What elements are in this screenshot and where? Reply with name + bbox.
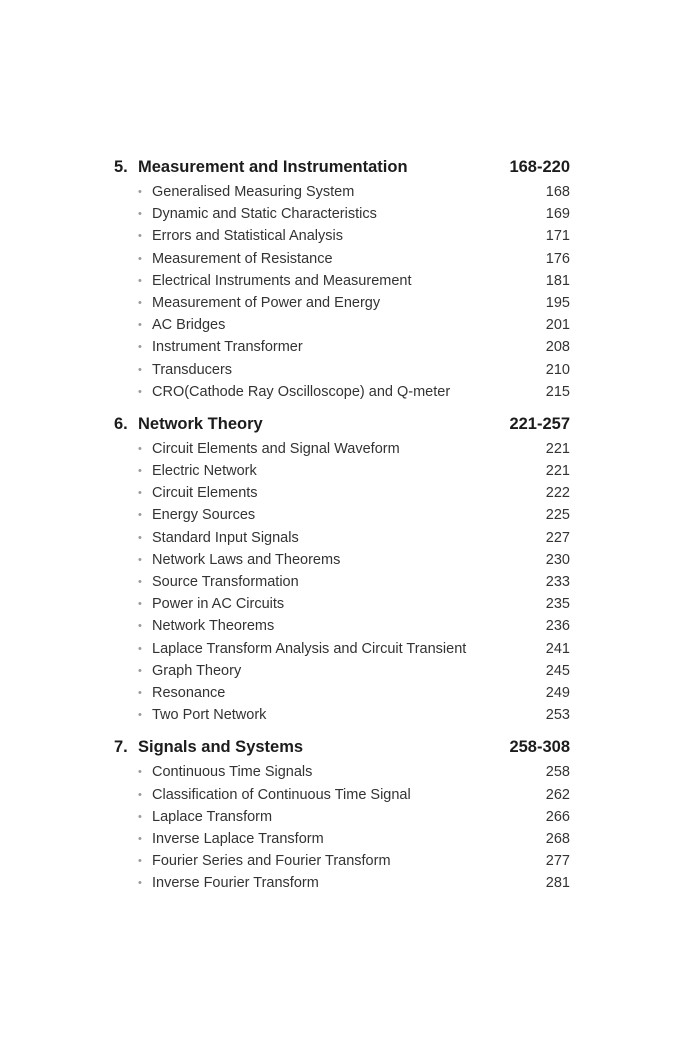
bullet-icon: •: [138, 664, 142, 677]
entry-page-number: 233: [545, 574, 570, 590]
entry-title: Electrical Instruments and Measurement: [152, 272, 412, 289]
entry-title: Laplace Transform Analysis and Circuit Transient: [152, 640, 467, 657]
toc-entry[interactable]: [114, 251, 570, 273]
bullet-icon: •: [138, 810, 142, 823]
entry-page-number: 169: [545, 206, 570, 223]
toc-entry[interactable]: [114, 787, 570, 809]
entry-title: Fourier Series and Fourier Transform: [152, 853, 391, 870]
bullet-icon: •: [138, 296, 142, 309]
entry-page-number: 281: [545, 875, 570, 892]
entry-page-number: 171: [545, 228, 570, 245]
section-heading[interactable]: [114, 738, 570, 764]
toc-entry[interactable]: [114, 206, 570, 228]
entry-title: Inverse Laplace Transform: [152, 830, 324, 847]
toc-entry[interactable]: [114, 831, 570, 853]
entry-page-number: 249: [545, 684, 570, 701]
bullet-icon: •: [138, 208, 142, 221]
bullet-icon: •: [138, 465, 142, 478]
bullet-icon: •: [138, 576, 142, 588]
toc-entry[interactable]: [114, 663, 570, 685]
entry-page-number: 222: [545, 485, 570, 502]
section-page-range: 221-257: [509, 414, 570, 433]
entry-title: Instrument Transformer: [152, 339, 303, 356]
bullet-icon: •: [138, 230, 142, 243]
bullet-icon: •: [138, 186, 142, 198]
entry-page-number: 208: [545, 339, 570, 356]
bullet-icon: •: [138, 686, 142, 699]
entry-page-number: 266: [545, 808, 570, 825]
toc-section: [114, 415, 570, 729]
section-heading[interactable]: [114, 415, 570, 441]
toc-entry[interactable]: [114, 184, 570, 206]
entry-title: Two Port Network: [152, 707, 267, 724]
entry-page-number: 245: [545, 662, 570, 679]
entry-title: Standard Input Signals: [152, 529, 299, 546]
entry-title: Continuous Time Signals: [152, 764, 313, 781]
bullet-icon: •: [138, 252, 142, 265]
entry-title: Circuit Elements and Signal Waveform: [152, 440, 400, 457]
bullet-icon: •: [138, 788, 142, 801]
bullet-icon: •: [138, 877, 142, 890]
toc-entry[interactable]: [114, 685, 570, 707]
entry-page-number: 221: [545, 463, 570, 480]
toc-section: [114, 738, 570, 897]
entry-title: Source Transformation: [152, 574, 299, 590]
bullet-icon: •: [138, 766, 142, 779]
bullet-icon: •: [138, 509, 142, 522]
entry-page-number: 258: [545, 764, 570, 781]
toc-entry[interactable]: [114, 641, 570, 663]
toc-entry[interactable]: [114, 362, 570, 384]
entry-page-number: 277: [545, 853, 570, 870]
bullet-icon: •: [138, 832, 142, 845]
toc-entry[interactable]: [114, 317, 570, 339]
section-page-range: 168-220: [509, 158, 570, 176]
entry-page-number: 241: [545, 640, 570, 657]
entry-title: Graph Theory: [152, 662, 242, 679]
section-number: 7.: [114, 738, 128, 757]
bullet-icon: •: [138, 620, 142, 633]
entry-page-number: 236: [545, 618, 570, 635]
bullet-icon: •: [138, 363, 142, 376]
entry-page-number: 225: [545, 507, 570, 524]
bullet-icon: •: [138, 553, 142, 566]
entry-page-number: 227: [545, 529, 570, 546]
section-number: 6.: [114, 414, 128, 433]
toc-entry[interactable]: [114, 853, 570, 875]
toc-entry[interactable]: [114, 875, 570, 897]
table-of-contents: [114, 158, 570, 906]
entry-page-number: 210: [545, 361, 570, 378]
bullet-icon: •: [138, 385, 142, 398]
entry-title: Energy Sources: [152, 507, 256, 524]
entry-page-number: 253: [545, 707, 570, 724]
entry-title: Measurement of Resistance: [152, 250, 333, 267]
toc-entry[interactable]: [114, 295, 570, 317]
entry-title: Classification of Continuous Time Signal: [152, 786, 411, 803]
bullet-icon: •: [138, 319, 142, 332]
entry-title: Generalised Measuring System: [152, 184, 355, 200]
section-number: 5.: [114, 158, 128, 176]
entry-title: Network Laws and Theorems: [152, 551, 341, 568]
toc-entry[interactable]: [114, 618, 570, 640]
bullet-icon: •: [138, 598, 142, 611]
entry-title: Laplace Transform: [152, 808, 273, 825]
toc-entry[interactable]: [114, 463, 570, 485]
toc-entry[interactable]: [114, 552, 570, 574]
toc-entry[interactable]: [114, 530, 570, 552]
entry-title: Inverse Fourier Transform: [152, 875, 319, 892]
entry-title: Transducers: [152, 361, 233, 378]
entry-page-number: 235: [545, 596, 570, 613]
entry-page-number: 168: [545, 184, 570, 200]
toc-entry[interactable]: [114, 485, 570, 507]
bullet-icon: •: [138, 487, 142, 500]
entry-page-number: 230: [545, 551, 570, 568]
toc-entry[interactable]: [114, 707, 570, 729]
toc-entry[interactable]: [114, 596, 570, 618]
toc-entry[interactable]: [114, 574, 570, 596]
entry-title: Errors and Statistical Analysis: [152, 228, 343, 245]
toc-entry[interactable]: [114, 441, 570, 463]
section-title: Network Theory: [138, 414, 263, 433]
entry-title: Resonance: [152, 684, 226, 701]
entry-page-number: 181: [545, 272, 570, 289]
entry-page-number: 195: [545, 294, 570, 311]
bullet-icon: •: [138, 709, 142, 722]
bullet-icon: •: [138, 442, 142, 455]
entry-title: Electric Network: [152, 463, 257, 480]
entry-title: AC Bridges: [152, 317, 226, 334]
toc-section: [114, 158, 570, 406]
section-page-range: 258-308: [509, 738, 570, 757]
entry-title: Circuit Elements: [152, 485, 258, 502]
toc-entry[interactable]: [114, 764, 570, 786]
bullet-icon: •: [138, 642, 142, 655]
entry-page-number: 262: [545, 786, 570, 803]
bullet-icon: •: [138, 531, 142, 544]
bullet-icon: •: [138, 341, 142, 354]
toc-entry[interactable]: [114, 273, 570, 295]
entry-page-number: 176: [545, 250, 570, 267]
entry-title: CRO(Cathode Ray Oscilloscope) and Q-meter: [152, 383, 451, 400]
section-title: Measurement and Instrumentation: [138, 158, 408, 176]
entry-title: Dynamic and Static Characteristics: [152, 206, 377, 223]
section-title: Signals and Systems: [138, 738, 304, 757]
entry-title: Power in AC Circuits: [152, 596, 285, 613]
toc-entry[interactable]: [114, 384, 570, 406]
entry-title: Network Theorems: [152, 618, 275, 635]
toc-entry[interactable]: [114, 809, 570, 831]
entry-page-number: 215: [545, 383, 570, 400]
bullet-icon: •: [138, 855, 142, 868]
section-heading[interactable]: [114, 158, 570, 184]
toc-entry[interactable]: [114, 339, 570, 361]
entry-page-number: 268: [545, 830, 570, 847]
entry-title: Measurement of Power and Energy: [152, 294, 381, 311]
bullet-icon: •: [138, 274, 142, 287]
entry-page-number: 201: [545, 317, 570, 334]
toc-entry[interactable]: [114, 228, 570, 250]
toc-entry[interactable]: [114, 507, 570, 529]
entry-page-number: 221: [545, 440, 570, 457]
